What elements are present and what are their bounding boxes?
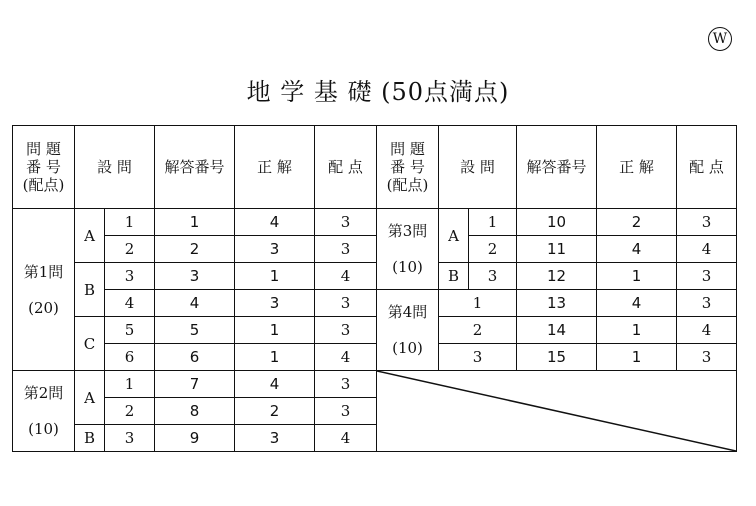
part-label: A bbox=[75, 371, 105, 425]
correct-answer: 1 bbox=[597, 263, 677, 290]
sub-number: 6 bbox=[105, 344, 155, 371]
correct-answer: 4 bbox=[235, 371, 315, 398]
correct-answer: 2 bbox=[597, 209, 677, 236]
correct-answer: 1 bbox=[235, 317, 315, 344]
points: 4 bbox=[315, 344, 377, 371]
correct-answer: 1 bbox=[597, 317, 677, 344]
sub-number: 1 bbox=[469, 209, 517, 236]
points: 3 bbox=[315, 317, 377, 344]
blank-diagonal-cell bbox=[377, 371, 737, 452]
circled-w-mark: W bbox=[708, 27, 732, 51]
correct-answer: 2 bbox=[235, 398, 315, 425]
sub-number: 2 bbox=[439, 317, 517, 344]
header-answer-number: 解答番号 bbox=[517, 126, 597, 209]
points: 3 bbox=[315, 371, 377, 398]
header-correct-answer: 正 解 bbox=[597, 126, 677, 209]
group-q1: 第1問 (20) bbox=[13, 209, 75, 371]
answer-number: 10 bbox=[517, 209, 597, 236]
answer-number: 7 bbox=[155, 371, 235, 398]
correct-answer: 3 bbox=[235, 425, 315, 452]
table-row bbox=[13, 290, 737, 317]
header-subquestion: 設 問 bbox=[75, 126, 155, 209]
correct-answer: 1 bbox=[235, 263, 315, 290]
header-points: 配 点 bbox=[315, 126, 377, 209]
part-label: B bbox=[75, 425, 105, 452]
points: 4 bbox=[677, 236, 737, 263]
points: 4 bbox=[315, 425, 377, 452]
header-answer-number: 解答番号 bbox=[155, 126, 235, 209]
answer-number: 1 bbox=[155, 209, 235, 236]
points: 3 bbox=[677, 263, 737, 290]
answer-number: 3 bbox=[155, 263, 235, 290]
sub-number: 2 bbox=[469, 236, 517, 263]
points: 3 bbox=[315, 236, 377, 263]
sub-number: 3 bbox=[105, 425, 155, 452]
header-subquestion: 設 問 bbox=[439, 126, 517, 209]
group-q4: 第4問 (10) bbox=[377, 290, 439, 371]
points: 3 bbox=[315, 209, 377, 236]
page-title: 地 学 基 礎 (50点満点) bbox=[246, 78, 510, 106]
table-row bbox=[13, 317, 737, 344]
answer-number: 14 bbox=[517, 317, 597, 344]
correct-answer: 3 bbox=[235, 290, 315, 317]
group-q2: 第2問 (10) bbox=[13, 371, 75, 452]
points: 4 bbox=[315, 263, 377, 290]
answer-number: 8 bbox=[155, 398, 235, 425]
part-label: C bbox=[75, 317, 105, 371]
table-row bbox=[13, 344, 737, 371]
sub-number: 3 bbox=[105, 263, 155, 290]
answer-number: 12 bbox=[517, 263, 597, 290]
diagonal-line bbox=[377, 371, 736, 451]
header-points: 配 点 bbox=[677, 126, 737, 209]
part-label: B bbox=[439, 263, 469, 290]
points: 4 bbox=[677, 317, 737, 344]
points: 3 bbox=[315, 290, 377, 317]
answer-number: 11 bbox=[517, 236, 597, 263]
sub-number: 1 bbox=[439, 290, 517, 317]
part-label: A bbox=[439, 209, 469, 263]
table-row bbox=[13, 371, 737, 398]
answer-number: 4 bbox=[155, 290, 235, 317]
sub-number: 4 bbox=[105, 290, 155, 317]
table-row bbox=[13, 209, 737, 236]
points: 3 bbox=[677, 209, 737, 236]
part-label: A bbox=[75, 209, 105, 263]
sub-number: 5 bbox=[105, 317, 155, 344]
sub-number: 1 bbox=[105, 371, 155, 398]
answer-number: 9 bbox=[155, 425, 235, 452]
header-row bbox=[13, 126, 737, 209]
answer-number: 2 bbox=[155, 236, 235, 263]
sub-number: 1 bbox=[105, 209, 155, 236]
sub-number: 3 bbox=[439, 344, 517, 371]
header-question-number: 問 題 番 号 (配点) bbox=[377, 126, 439, 209]
table-row bbox=[13, 236, 737, 263]
sub-number: 3 bbox=[469, 263, 517, 290]
points: 3 bbox=[677, 344, 737, 371]
correct-answer: 4 bbox=[597, 290, 677, 317]
answer-number: 6 bbox=[155, 344, 235, 371]
points: 3 bbox=[315, 398, 377, 425]
points: 3 bbox=[677, 290, 737, 317]
answer-number: 13 bbox=[517, 290, 597, 317]
sub-number: 2 bbox=[105, 236, 155, 263]
correct-answer: 3 bbox=[235, 236, 315, 263]
table-row bbox=[13, 263, 737, 290]
correct-answer: 4 bbox=[235, 209, 315, 236]
answer-number: 15 bbox=[517, 344, 597, 371]
correct-answer: 4 bbox=[597, 236, 677, 263]
header-question-number: 問 題 番 号 (配点) bbox=[13, 126, 75, 209]
correct-answer: 1 bbox=[597, 344, 677, 371]
correct-answer: 1 bbox=[235, 344, 315, 371]
sub-number: 2 bbox=[105, 398, 155, 425]
part-label: B bbox=[75, 263, 105, 317]
answer-number: 5 bbox=[155, 317, 235, 344]
answer-key-table bbox=[12, 125, 737, 452]
header-correct-answer: 正 解 bbox=[235, 126, 315, 209]
group-q3: 第3問 (10) bbox=[377, 209, 439, 290]
